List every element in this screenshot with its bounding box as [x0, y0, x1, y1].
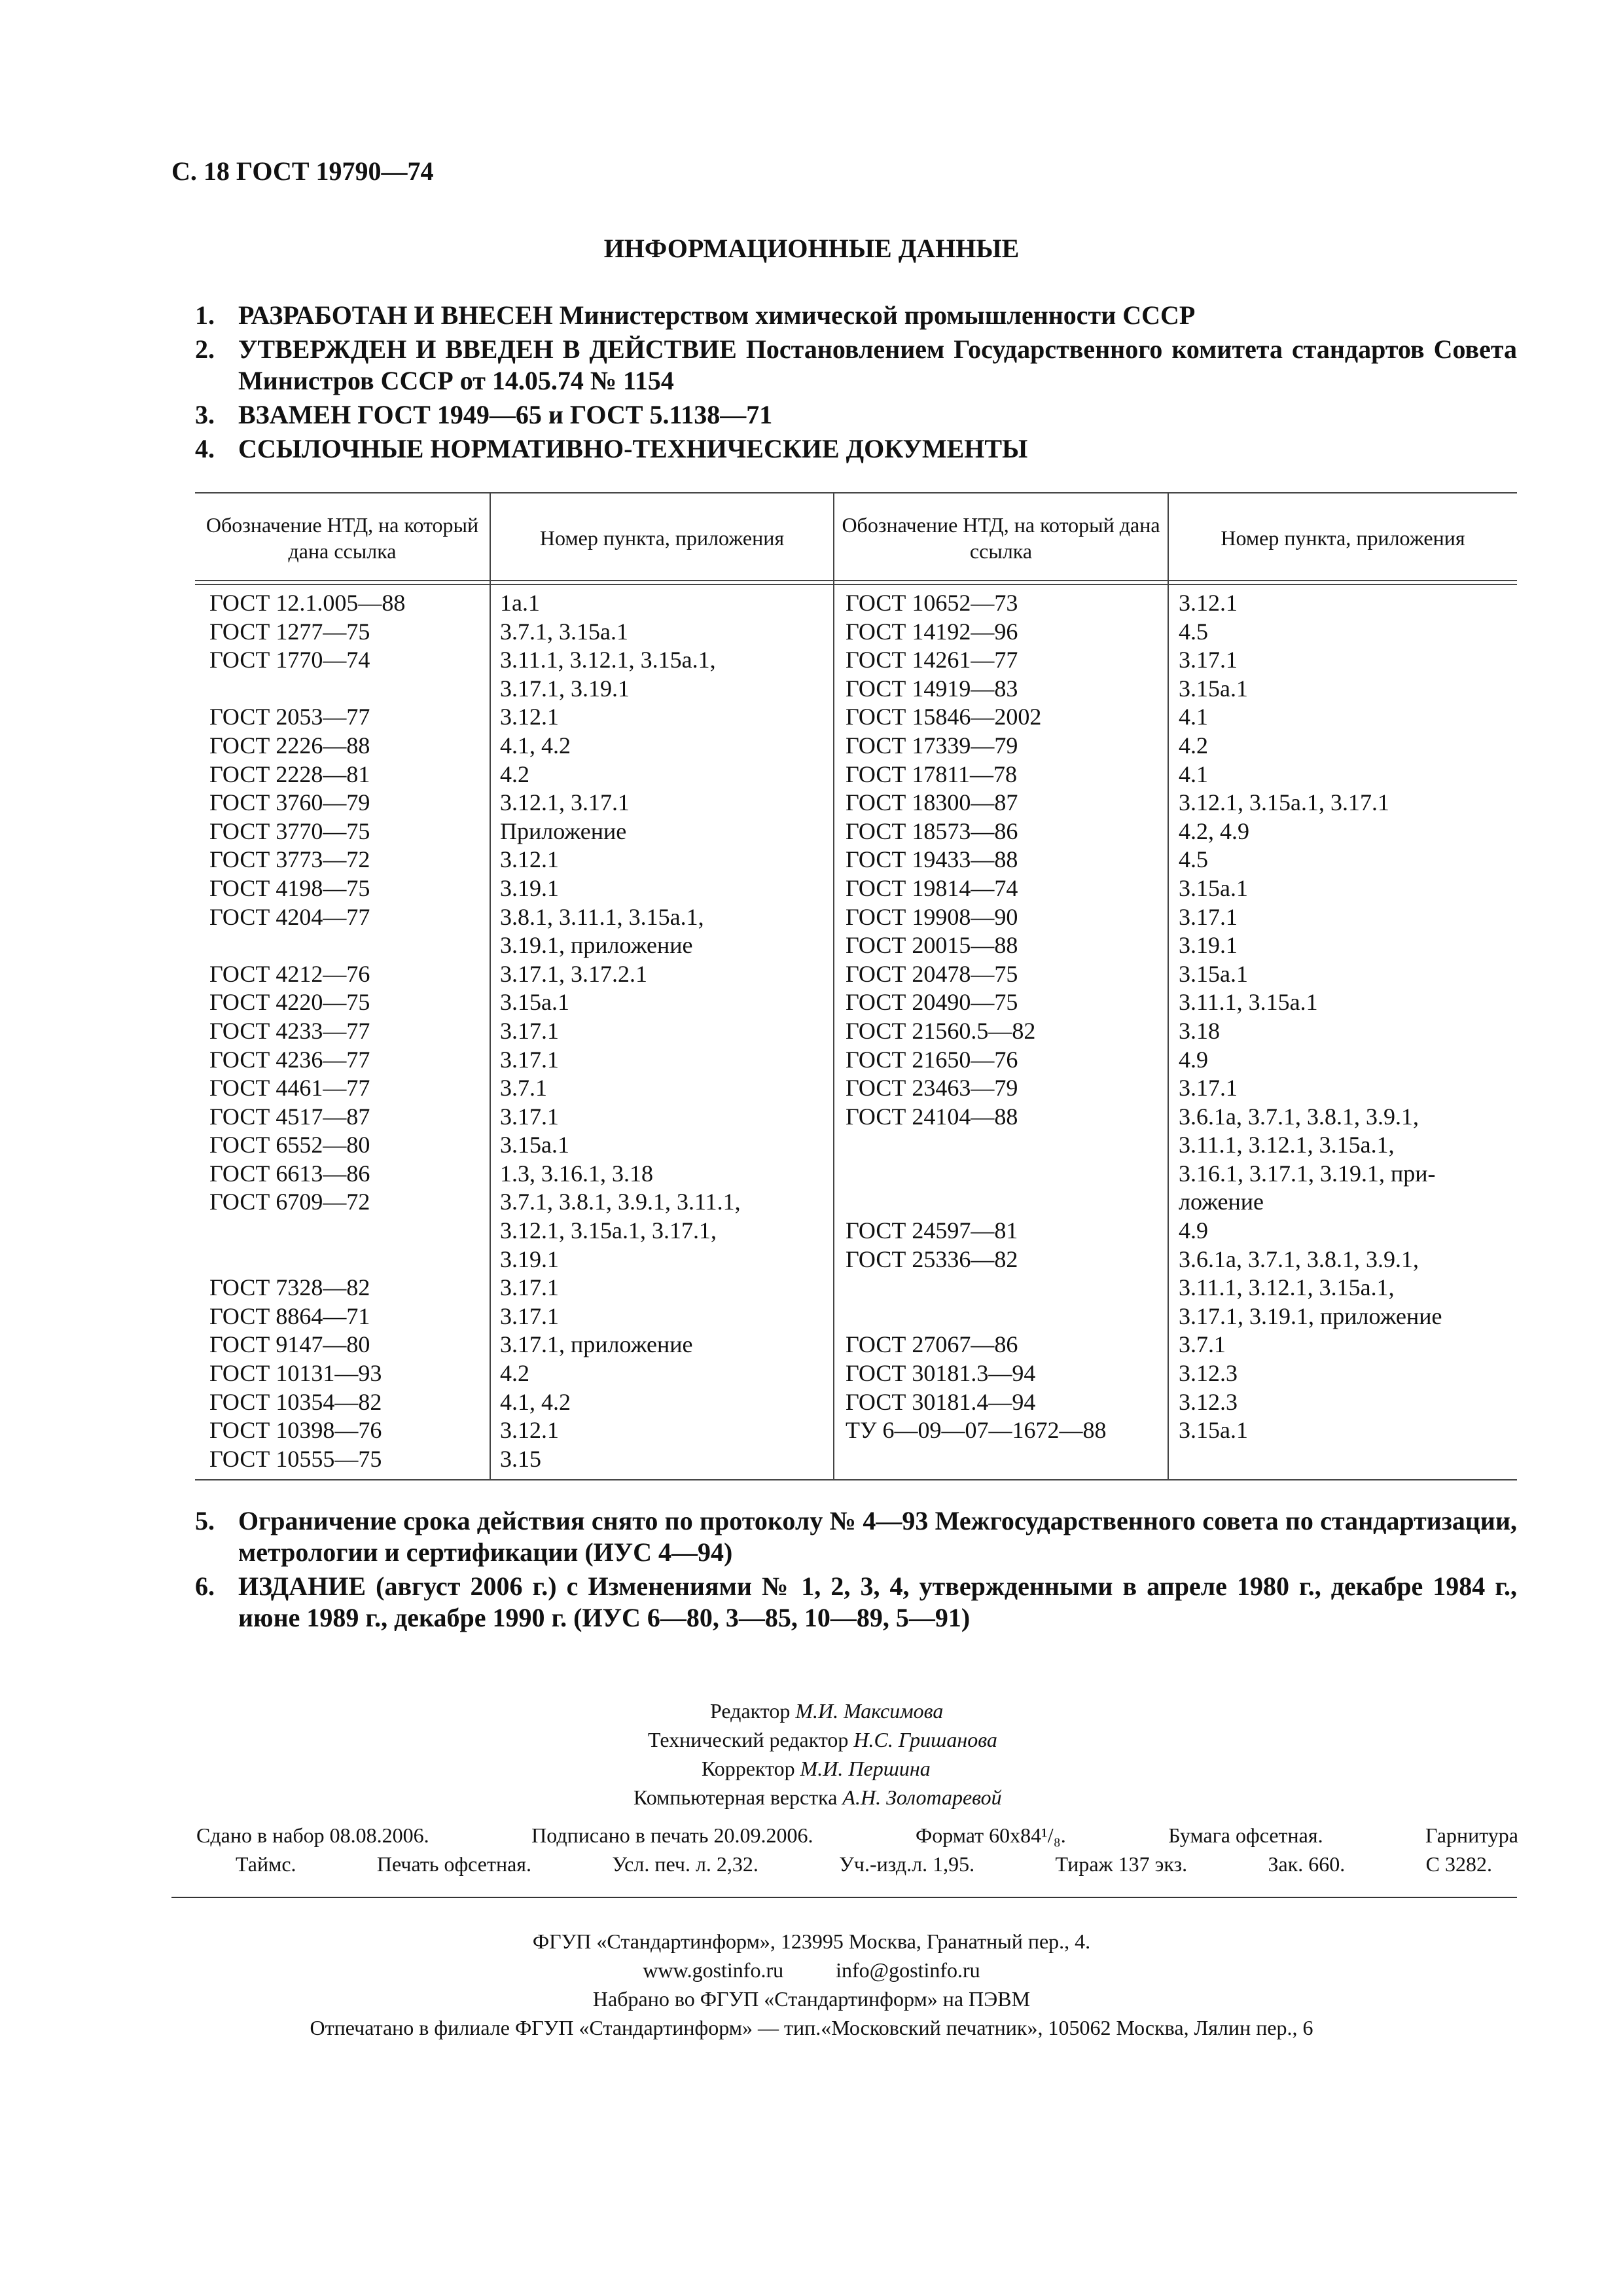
ref-document: [846, 1274, 1160, 1302]
ref-clause: 3.15а.1: [500, 989, 569, 1016]
ref-clause: 3.19.1: [1179, 932, 1238, 959]
header-doc-right: Обозначение НТД, на который дана ссылка: [842, 513, 1160, 563]
imprint-row-1: [196, 1821, 1518, 1850]
ref-clause: 3.17.1: [500, 1274, 559, 1301]
ref-clause: 3.12.1, 3.17.1: [500, 789, 630, 816]
ref-document: ГОСТ 6613—86: [209, 1160, 370, 1187]
ref-clause: 4.2: [500, 761, 529, 787]
credit-layout: [633, 1783, 1157, 1812]
column-right-documents: [846, 589, 1160, 1445]
ref-document: ГОСТ 4212—76: [209, 960, 370, 987]
ref-document: ГОСТ 4233—77: [209, 1017, 370, 1044]
ref-clause: 3.17.1: [1179, 1075, 1238, 1102]
section-number: 4.: [195, 434, 215, 463]
ref-clause: 3.12.1: [500, 846, 559, 873]
credit-name: Н.С. Гришанова: [853, 1728, 997, 1751]
ref-clause: 3.12.1: [500, 1417, 559, 1444]
ref-document: ГОСТ 15846—2002: [846, 704, 1042, 730]
section-number: 3.: [195, 400, 215, 429]
ref-document: ГОСТ 25336—82: [846, 1246, 1018, 1272]
ref-clause: 3.19.1, приложение: [500, 932, 693, 959]
column-divider: [833, 492, 834, 1480]
ref-document: ГОСТ 3760—79: [209, 789, 370, 816]
imprint-print-sheets: Усл. печ. л. 2,32.: [612, 1852, 758, 1876]
ref-document: ГОСТ 9147—80: [209, 1331, 370, 1358]
ref-clause: 3.17.1: [500, 1017, 559, 1044]
ref-document: ГОСТ 6552—80: [209, 1132, 370, 1158]
imprint-print-method: Печать офсетная.: [376, 1852, 531, 1876]
ref-clause: 3.11.1, 3.15а.1: [1179, 989, 1318, 1016]
ref-document: ГОСТ 10131—93: [209, 1360, 382, 1387]
ref-clause: 3.12.1: [500, 704, 559, 730]
section-label: РАЗРАБОТАН И ВНЕСЕН: [238, 300, 553, 330]
ref-document: ГОСТ 17339—79: [846, 732, 1018, 759]
ref-document: ГОСТ 19814—74: [846, 874, 1018, 901]
header-num-left: Номер пункта, приложения: [539, 526, 785, 550]
ref-clause: 3.12.3: [1179, 1388, 1238, 1415]
ref-clause: 3.17.1, приложение: [500, 1331, 693, 1358]
credit-proofreader: [702, 1754, 1225, 1783]
header-doc-left: Обозначение НТД, на который дана ссылка: [205, 513, 479, 563]
ref-clause: 3.11.1, 3.12.1, 3.15а.1,: [1179, 1274, 1395, 1301]
ref-clause: 4.1, 4.2: [500, 732, 571, 759]
section-2: [195, 334, 1517, 397]
imprint-signed-date: Подписано в печать 20.09.2006.: [531, 1823, 813, 1847]
ref-document: ГОСТ 2228—81: [209, 761, 370, 787]
ref-document: ГОСТ 1770—74: [209, 647, 370, 673]
ref-clause: 3.6.1а, 3.7.1, 3.8.1, 3.9.1,: [1179, 1246, 1419, 1272]
ref-document: ГОСТ 19433—88: [846, 846, 1018, 873]
ref-clause: 4.5: [1179, 618, 1208, 645]
table-bottom-rule: [195, 1479, 1517, 1480]
ref-document: ГОСТ 20015—88: [846, 932, 1018, 959]
section-label: ИЗДАНИЕ: [238, 1571, 366, 1601]
ref-clause: 4.2: [1179, 732, 1208, 759]
ref-document: ГОСТ 10652—73: [846, 590, 1018, 616]
ref-clause: 3.17.1, 3.19.1, приложение: [1179, 1302, 1442, 1329]
ref-document: ТУ 6—09—07—1672—88: [846, 1417, 1107, 1444]
table-header-rule: [195, 580, 1517, 581]
ref-clause: 4.9: [1179, 1046, 1208, 1073]
section-text: (август 2006 г.) с Изменениями № 1, 2, 3, 4, утвержденными в апреле 1980 г., декабре 1984 г., июне 1989 г., декабре 1990 г. (ИУС 6—80, 3—85, 10—89, 5—91): [238, 1571, 1517, 1632]
column-left-documents: [209, 589, 484, 1473]
section-6: [195, 1571, 1517, 1634]
ref-clause: 4.1, 4.2: [500, 1388, 571, 1415]
table-header-rule-double: [195, 584, 1517, 585]
ref-clause: 3.7.1: [1179, 1331, 1226, 1358]
info-sections: [195, 300, 1517, 467]
publisher-email: info@gostinfo.ru: [836, 1958, 980, 1982]
ref-clause: 3.17.1: [500, 1302, 559, 1329]
ref-clause: 3.7.1, 3.8.1, 3.9.1, 3.11.1,: [500, 1189, 741, 1215]
ref-document: ГОСТ 20478—75: [846, 960, 1018, 987]
ref-clause: 3.17.1: [1179, 903, 1238, 930]
ref-document: [209, 931, 484, 960]
publisher-address: ФГУП «Стандартинформ», 123995 Москва, Гранатный пер., 4.: [532, 1929, 1091, 1953]
section-text: Ограничение срока действия снято по протоколу № 4—93 Межгосударственного совета по стандартизации, метрологии и сертификации (ИУС 4—94): [238, 1506, 1517, 1567]
ref-clause: 1а.1: [500, 590, 540, 616]
lower-sections: [195, 1505, 1517, 1636]
imprint-order: Зак. 660.: [1268, 1852, 1346, 1876]
ref-clause: 3.7.1: [500, 1075, 547, 1102]
credit-role: Компьютерная верстка: [633, 1785, 838, 1809]
ref-clause: 3.15: [500, 1445, 541, 1472]
section-number: 5.: [195, 1506, 215, 1535]
ref-clause: 3.11.1, 3.12.1, 3.15а.1,: [1179, 1132, 1395, 1158]
ref-document: ГОСТ 2226—88: [209, 732, 370, 759]
ref-clause: 4.9: [1179, 1217, 1208, 1244]
ref-clause: 3.15а.1: [1179, 1417, 1248, 1444]
ref-document: ГОСТ 4461—77: [209, 1075, 370, 1102]
section-3: [195, 399, 1517, 431]
imprint-typeset-date: Сдано в набор 08.08.2006.: [196, 1823, 429, 1847]
typeset-note: Набрано во ФГУП «Стандартинформ» на ПЭВМ: [592, 1987, 1031, 2011]
ref-document: [209, 1246, 484, 1274]
ref-clause: 4.2: [500, 1360, 529, 1387]
credit-name: А.Н. Золотаревой: [842, 1785, 1002, 1809]
section-text: Министерством химической промышленности СССР: [552, 300, 1196, 330]
ref-document: [846, 1188, 1160, 1217]
ref-clause: 3.17.1: [500, 1046, 559, 1073]
imprint: [196, 1821, 1518, 1878]
ref-document: ГОСТ 18300—87: [846, 789, 1018, 816]
ref-clause: 3.12.3: [1179, 1360, 1238, 1387]
ref-clause: 3.17.1, 3.19.1: [500, 675, 630, 702]
ref-document: ГОСТ 14919—83: [846, 675, 1018, 702]
header-num-right: Номер пункта, приложения: [1221, 526, 1465, 550]
document-title: ИНФОРМАЦИОННЫЕ ДАННЫЕ: [603, 234, 1020, 263]
publisher-footer: [0, 1927, 1623, 2042]
ref-document: [846, 1160, 1160, 1189]
ref-document: ГОСТ 8864—71: [209, 1302, 370, 1329]
ref-clause: 3.17.1: [1179, 647, 1238, 673]
column-right-clauses: [1179, 589, 1506, 1445]
printed-note: Отпечатано в филиале ФГУП «Стандартинформ» — тип.«Московский печатник», 105062 Москва, Лялин пер., 6: [310, 2016, 1313, 2039]
ref-document: ГОСТ 10354—82: [209, 1388, 382, 1415]
ref-document: ГОСТ 27067—86: [846, 1331, 1018, 1358]
ref-document: ГОСТ 3773—72: [209, 846, 370, 873]
ref-clause: 3.17.1: [500, 1103, 559, 1130]
ref-document: ГОСТ 6709—72: [209, 1189, 370, 1215]
ref-document: ГОСТ 4236—77: [209, 1046, 370, 1073]
column-divider: [1168, 492, 1169, 1480]
section-label: ВЗАМЕН ГОСТ 1949—65 и ГОСТ 5.1138—71: [238, 400, 773, 429]
section-label: ССЫЛОЧНЫЕ НОРМАТИВНО-ТЕХНИЧЕСКИЕ ДОКУМЕНТЫ: [238, 434, 1028, 463]
ref-clause: 4.5: [1179, 846, 1208, 873]
footer-rule: [171, 1897, 1517, 1898]
ref-document: [209, 675, 484, 704]
page-header: С. 18 ГОСТ 19790—74: [171, 156, 434, 186]
credit-tech-editor: [648, 1725, 1171, 1754]
column-divider: [490, 492, 491, 1480]
credits: [0, 1696, 1623, 1812]
ref-document: ГОСТ 2053—77: [209, 704, 370, 730]
ref-clause: 3.15а.1: [1179, 675, 1248, 702]
ref-document: ГОСТ 18573—86: [846, 817, 1018, 844]
credit-role: Корректор: [702, 1757, 795, 1780]
ref-clause: 4.1: [1179, 761, 1208, 787]
section-number: 6.: [195, 1571, 215, 1601]
ref-clause: 4.2, 4.9: [1179, 817, 1249, 844]
ref-clause: 3.15а.1: [500, 1132, 569, 1158]
ref-document: [846, 1302, 1160, 1331]
table-top-rule: [195, 492, 1517, 493]
ref-document: ГОСТ 1277—75: [209, 618, 370, 645]
section-5: [195, 1505, 1517, 1568]
references-table: [195, 492, 1517, 1480]
imprint-typeface: Таймс.: [236, 1852, 296, 1876]
credit-name: М.И. Першина: [800, 1757, 931, 1780]
ref-clause: Приложение: [500, 817, 627, 844]
ref-clause: 3.16.1, 3.17.1, 3.19.1, при-: [1179, 1160, 1436, 1187]
ref-clause: 3.15а.1: [1179, 960, 1248, 987]
ref-document: ГОСТ 24597—81: [846, 1217, 1018, 1244]
ref-document: ГОСТ 30181.3—94: [846, 1360, 1036, 1387]
ref-clause: 4.1: [1179, 704, 1208, 730]
ref-clause: 3.11.1, 3.12.1, 3.15а.1,: [500, 647, 716, 673]
ref-clause: 3.19.1: [500, 1246, 559, 1272]
imprint-paper: Бумага офсетная.: [1168, 1823, 1323, 1847]
credit-editor: [710, 1696, 1234, 1725]
publisher-website: www.gostinfo.ru: [643, 1958, 784, 1982]
ref-clause: 3.12.1, 3.15а.1, 3.17.1: [1179, 789, 1389, 816]
ref-document: ГОСТ 21560.5—82: [846, 1017, 1036, 1044]
section-number: 2.: [195, 334, 215, 364]
imprint-row-2: [196, 1850, 1518, 1878]
ref-clause: 3.17.1, 3.17.2.1: [500, 960, 647, 987]
section-text: Постановлением Государственного комитета стандартов Совета Министров СССР от 14.05.74 № 1154: [238, 334, 1517, 395]
section-number: 1.: [195, 300, 215, 330]
ref-clause: 3.12.1: [1179, 590, 1238, 616]
ref-document: ГОСТ 14261—77: [846, 647, 1018, 673]
ref-clause: 3.8.1, 3.11.1, 3.15а.1,: [500, 903, 704, 930]
ref-clause: 1.3, 3.16.1, 3.18: [500, 1160, 653, 1187]
ref-document: ГОСТ 7328—82: [209, 1274, 370, 1301]
ref-document: ГОСТ 10555—75: [209, 1445, 382, 1472]
ref-clause: 3.19.1: [500, 874, 559, 901]
ref-clause: 3.18: [1179, 1017, 1220, 1044]
imprint-code: С 3282.: [1425, 1852, 1492, 1876]
ref-document: ГОСТ 4517—87: [209, 1103, 370, 1130]
ref-document: ГОСТ 4198—75: [209, 874, 370, 901]
ref-document: ГОСТ 4204—77: [209, 903, 370, 930]
section-1: [195, 300, 1517, 331]
section-4: [195, 433, 1517, 465]
ref-document: ГОСТ 17811—78: [846, 761, 1018, 787]
ref-document: ГОСТ 12.1.005—88: [209, 590, 406, 616]
ref-document: ГОСТ 24104—88: [846, 1103, 1018, 1130]
ref-clause: ложение: [1179, 1189, 1264, 1215]
imprint-publisher-sheets: Уч.-изд.л. 1,95.: [839, 1852, 975, 1876]
imprint-format: Формат 60х84¹/₈.: [915, 1823, 1066, 1847]
ref-document: ГОСТ 23463—79: [846, 1075, 1018, 1102]
column-left-clauses: [500, 589, 824, 1473]
ref-document: ГОСТ 21650—76: [846, 1046, 1018, 1073]
ref-document: ГОСТ 19908—90: [846, 903, 1018, 930]
publisher-contacts: [0, 1956, 1623, 1984]
ref-document: [209, 1217, 484, 1246]
credit-name: М.И. Максимова: [795, 1699, 944, 1723]
imprint-circulation: Тираж 137 экз.: [1055, 1852, 1188, 1876]
ref-document: ГОСТ 30181.4—94: [846, 1388, 1036, 1415]
imprint-typeface-label: Гарнитура: [1425, 1823, 1518, 1847]
ref-document: ГОСТ 3770—75: [209, 817, 370, 844]
ref-clause: 3.12.1, 3.15а.1, 3.17.1,: [500, 1217, 717, 1244]
ref-document: ГОСТ 20490—75: [846, 989, 1018, 1016]
ref-clause: 3.6.1а, 3.7.1, 3.8.1, 3.9.1,: [1179, 1103, 1419, 1130]
credit-role: Технический редактор: [648, 1728, 849, 1751]
credit-role: Редактор: [710, 1699, 791, 1723]
ref-clause: 3.7.1, 3.15а.1: [500, 618, 628, 645]
ref-document: [846, 1131, 1160, 1160]
ref-document: ГОСТ 4220—75: [209, 989, 370, 1016]
section-label: УТВЕРЖДЕН И ВВЕДЕН В ДЕЙСТВИЕ: [238, 334, 737, 364]
ref-document: ГОСТ 10398—76: [209, 1417, 382, 1444]
ref-clause: 3.15а.1: [1179, 874, 1248, 901]
ref-document: ГОСТ 14192—96: [846, 618, 1018, 645]
